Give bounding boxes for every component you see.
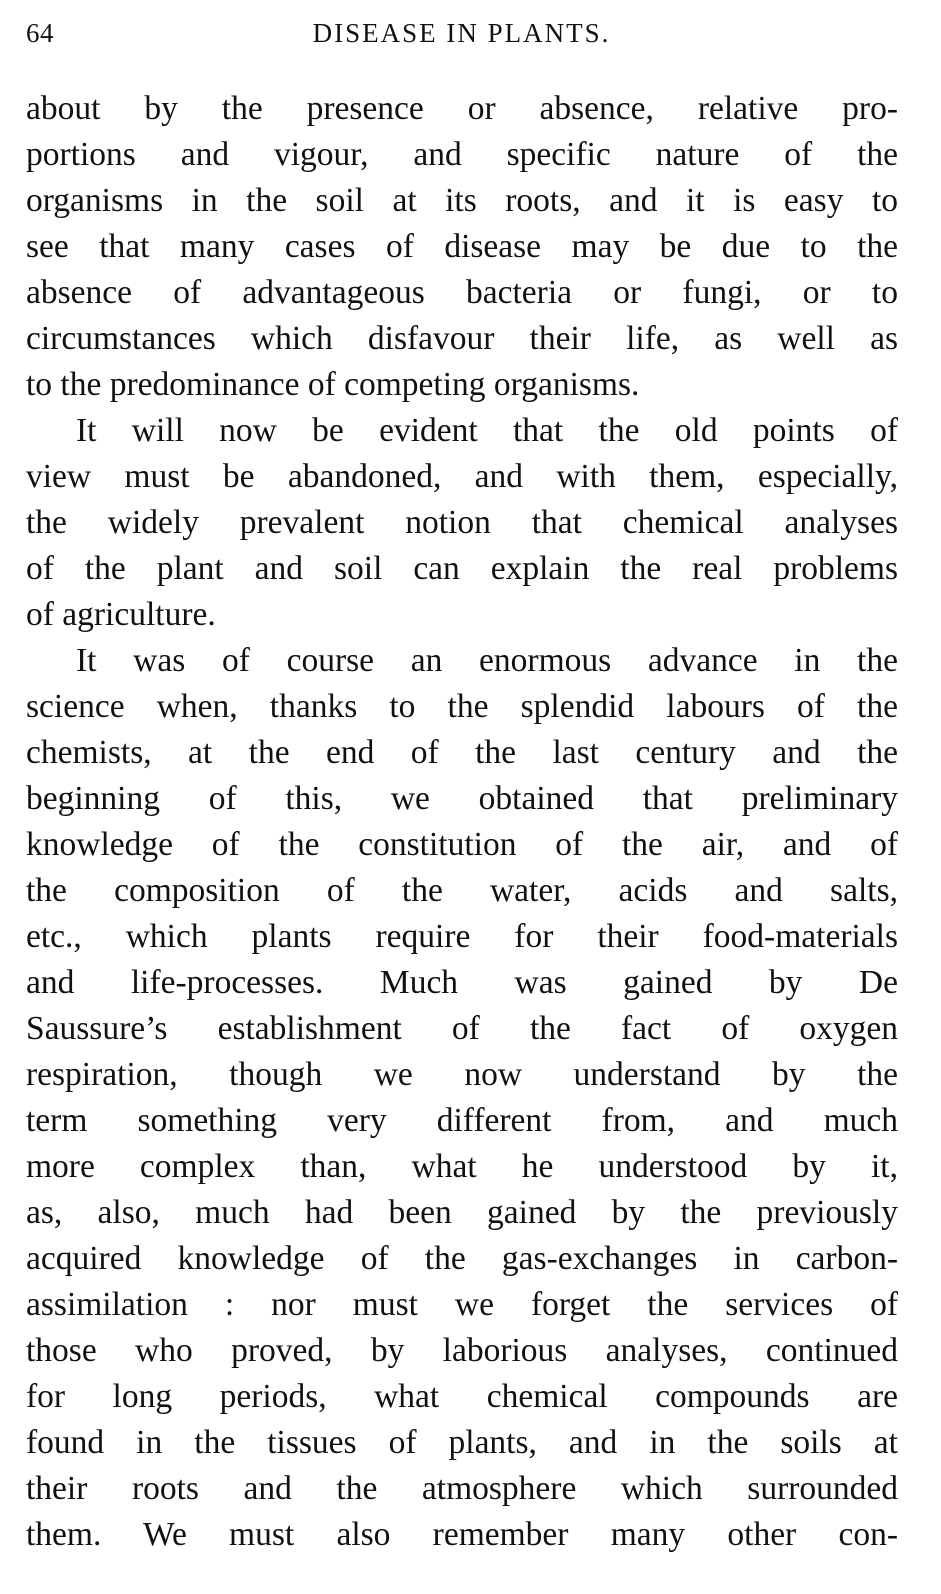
- text-line: and life-processes. Much was gained by De: [26, 964, 898, 1001]
- text-line: It was of course an enormous advance in the: [76, 642, 898, 679]
- text-line: the widely prevalent notion that chemical analyses: [26, 504, 898, 541]
- text-line: portions and vigour, and specific nature of the: [26, 136, 898, 173]
- text-line: beginning of this, we obtained that preliminary: [26, 780, 898, 817]
- paragraph-2: [26, 408, 898, 638]
- text-line: etc., which plants require for their food-materials: [26, 918, 898, 955]
- text-line: circumstances which disfavour their life, as well as: [26, 320, 898, 357]
- text-line: of the plant and soil can explain the real problems: [26, 550, 898, 587]
- paragraph-3: [26, 638, 898, 1558]
- paragraph-1: [26, 86, 898, 408]
- text-line: assimilation : nor must we forget the services of: [26, 1286, 898, 1323]
- text-line: to the predominance of competing organisms.: [26, 366, 640, 403]
- text-line: their roots and the atmosphere which surrounded: [26, 1470, 898, 1507]
- text-line: science when, thanks to the splendid labours of the: [26, 688, 898, 725]
- text-line: more complex than, what he understood by it,: [26, 1148, 898, 1185]
- text-line: respiration, though we now understand by the: [26, 1056, 898, 1093]
- text-line: them. We must also remember many other con-: [26, 1516, 898, 1553]
- text-line: those who proved, by laborious analyses, continued: [26, 1332, 898, 1369]
- text-line: found in the tissues of plants, and in the soils at: [26, 1424, 898, 1461]
- body-text: [26, 86, 898, 1558]
- text-line: as, also, much had been gained by the previously: [26, 1194, 898, 1231]
- text-line: term something very different from, and much: [26, 1102, 898, 1139]
- running-title: DISEASE IN PLANTS.: [312, 18, 611, 48]
- text-line: the composition of the water, acids and salts,: [26, 872, 898, 909]
- text-line: Saussure’s establishment of the fact of oxygen: [26, 1010, 898, 1047]
- text-line: about by the presence or absence, relative pro-: [26, 90, 898, 127]
- text-line: of agriculture.: [26, 596, 216, 633]
- text-line: chemists, at the end of the last century and the: [26, 734, 898, 771]
- text-line: see that many cases of disease may be due to the: [26, 228, 898, 265]
- text-line: It will now be evident that the old points of: [76, 412, 898, 449]
- running-head: [26, 18, 897, 54]
- text-line: for long periods, what chemical compounds are: [26, 1378, 898, 1415]
- page-number: 64: [26, 18, 54, 48]
- text-line: view must be abandoned, and with them, especially,: [26, 458, 898, 495]
- text-line: absence of advantageous bacteria or fungi, or to: [26, 274, 898, 311]
- text-line: organisms in the soil at its roots, and it is easy to: [26, 182, 898, 219]
- text-line: acquired knowledge of the gas-exchanges in carbon-: [26, 1240, 898, 1277]
- text-line: knowledge of the constitution of the air, and of: [26, 826, 898, 863]
